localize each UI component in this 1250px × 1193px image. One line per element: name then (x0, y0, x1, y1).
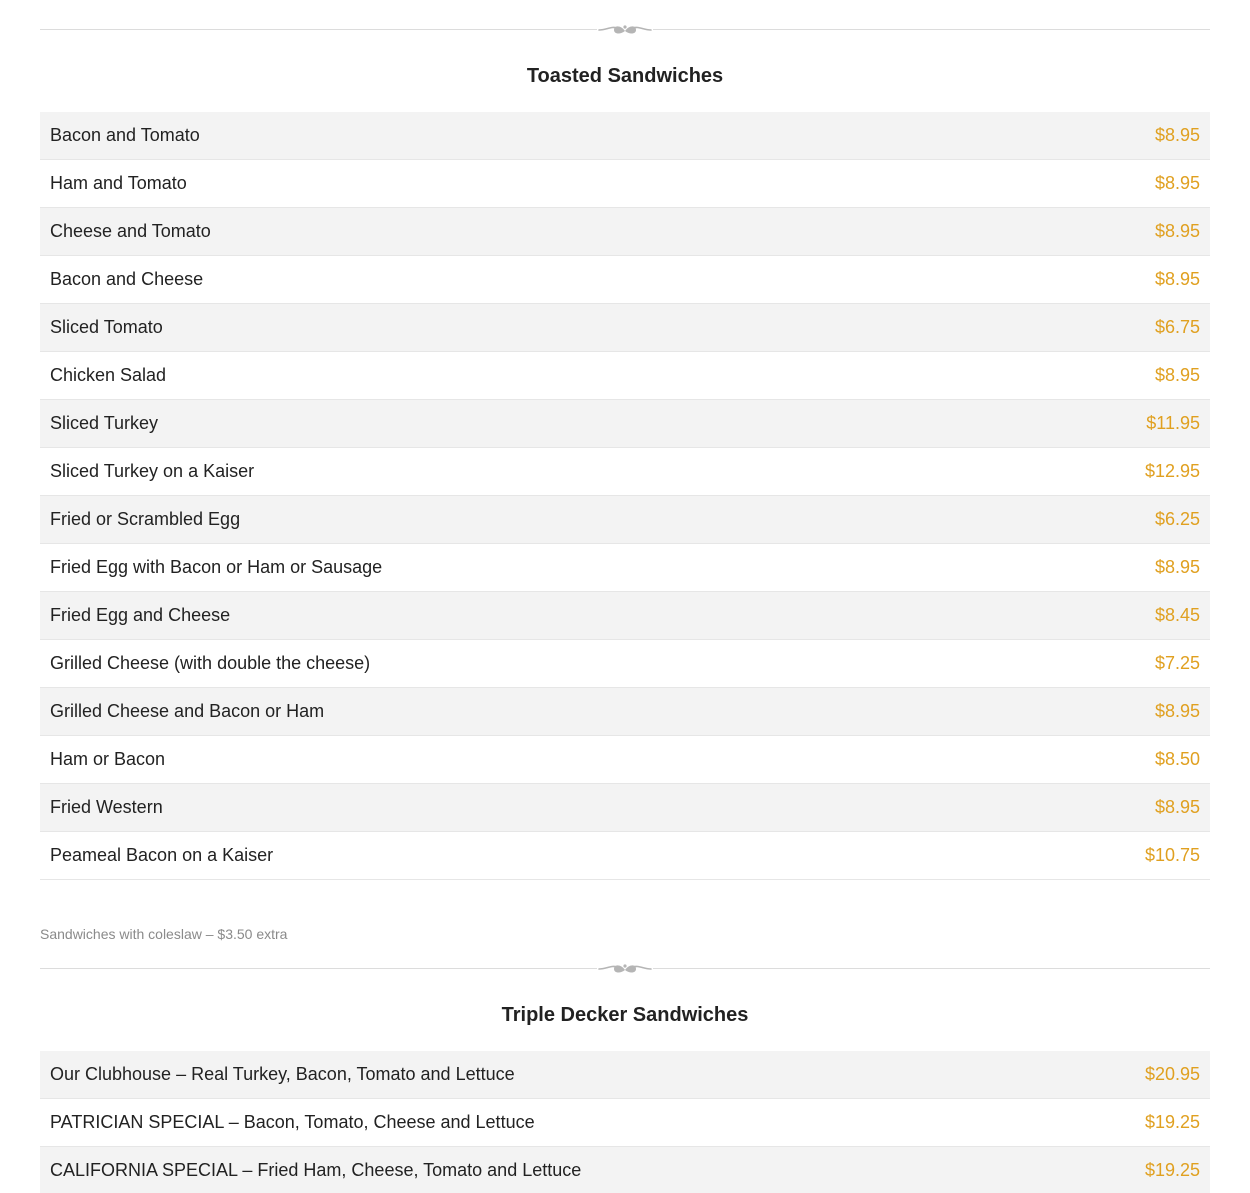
menu-item-price: $8.95 (1154, 269, 1200, 289)
menu-item-name: Sliced Turkey on a Kaiser (50, 461, 255, 481)
menu-item-row (40, 544, 1210, 592)
menu-item-price: $8.95 (1154, 365, 1200, 385)
menu-item-price: $8.95 (1154, 173, 1200, 193)
menu-item-row (40, 640, 1210, 688)
menu-item-price: $8.95 (1154, 557, 1200, 577)
section-title: Toasted Sandwiches (526, 65, 724, 87)
menu-item-row (40, 1147, 1210, 1193)
menu-item-row (40, 400, 1210, 448)
menu-item-row (40, 1099, 1210, 1147)
menu-item-price: $8.50 (1154, 749, 1200, 769)
menu-item-name: Fried or Scrambled Egg (50, 509, 241, 529)
menu-item-row (40, 352, 1210, 400)
menu-item-name: Sliced Turkey (50, 413, 159, 433)
menu-item-name: Grilled Cheese (with double the cheese) (50, 653, 371, 673)
menu-item-price: $11.95 (1146, 413, 1200, 433)
menu-item-row (40, 256, 1210, 304)
menu-item-price: $10.75 (1144, 845, 1200, 865)
scroll-flourish-icon (597, 959, 653, 979)
menu-item-price: $8.95 (1154, 797, 1200, 817)
menu-item-name: Grilled Cheese and Bacon or Ham (50, 701, 325, 721)
menu-item-price: $8.95 (1154, 701, 1200, 721)
menu-item-price: $6.25 (1154, 509, 1200, 529)
menu-item-row (40, 736, 1210, 784)
menu-item-row (40, 784, 1210, 832)
coleslaw-note: Sandwiches with coleslaw – $3.50 extra (40, 926, 288, 942)
menu-item-price: $20.95 (1144, 1064, 1200, 1084)
menu-item-name: Cheese and Tomato (50, 221, 211, 241)
menu-item-price: $6.75 (1154, 317, 1200, 337)
menu-item-row (40, 112, 1210, 160)
menu-item-price: $8.95 (1154, 125, 1200, 145)
menu-item-price: $7.25 (1154, 653, 1200, 673)
menu-item-price: $8.45 (1154, 605, 1200, 625)
menu-item-name: Bacon and Cheese (50, 269, 204, 289)
menu-list-toasted (40, 112, 1210, 880)
menu-item-row (40, 832, 1210, 880)
scroll-flourish-icon (597, 20, 653, 40)
menu-item-name: Our Clubhouse – Real Turkey, Bacon, Tomato and Lettuce (50, 1064, 515, 1084)
menu-item-name: Bacon and Tomato (50, 125, 200, 145)
menu-item-name: Fried Egg with Bacon or Ham or Sausage (50, 557, 383, 577)
menu-item-row (40, 592, 1210, 640)
menu-item-row (40, 448, 1210, 496)
menu-item-price: $12.95 (1144, 461, 1200, 481)
menu-item-row (40, 1051, 1210, 1099)
menu-list-triple-decker (40, 1051, 1210, 1193)
menu-item-row (40, 304, 1210, 352)
menu-item-row (40, 688, 1210, 736)
menu-item-price: $8.95 (1154, 221, 1200, 241)
menu-item-name: CALIFORNIA SPECIAL – Fried Ham, Cheese, Tomato and Lettuce (50, 1160, 582, 1180)
menu-item-price: $19.25 (1144, 1160, 1200, 1180)
menu-item-price: $19.25 (1144, 1112, 1200, 1132)
menu-item-name: Fried Egg and Cheese (50, 605, 231, 625)
menu-item-row (40, 208, 1210, 256)
menu-item-name: Sliced Tomato (50, 317, 163, 337)
section-divider (40, 20, 1210, 40)
menu-item-name: Ham or Bacon (50, 749, 166, 769)
section-title: Triple Decker Sandwiches (501, 1004, 749, 1026)
section-divider (40, 959, 1210, 979)
menu-item-name: Ham and Tomato (50, 173, 187, 193)
menu-item-name: PATRICIAN SPECIAL – Bacon, Tomato, Cheese and Lettuce (50, 1112, 535, 1132)
menu-item-name: Fried Western (50, 797, 163, 817)
menu-item-row (40, 160, 1210, 208)
menu-item-row (40, 496, 1210, 544)
menu-item-name: Chicken Salad (50, 365, 167, 385)
menu-item-name: Peameal Bacon on a Kaiser (50, 845, 274, 865)
menu-page (40, 20, 1210, 1193)
